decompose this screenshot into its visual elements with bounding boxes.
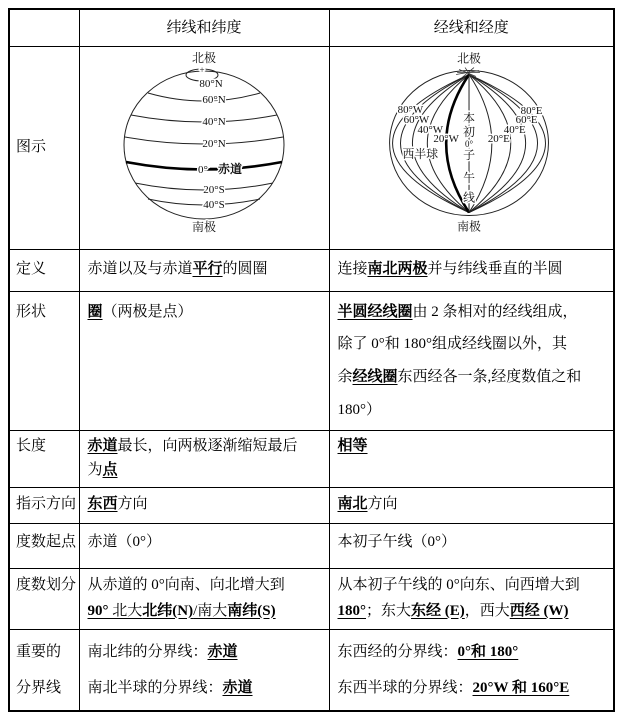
prime-meridian-char: 午 (462, 170, 475, 185)
comparison-table (8, 8, 615, 712)
row-length (9, 431, 614, 487)
row-shape (9, 291, 614, 431)
direction-longitude-cell: 南北方向 (329, 487, 614, 523)
text-line: 南北纬的分界线：赤道 (87, 643, 238, 660)
degree-division-longitude-cell (329, 568, 614, 629)
prime-meridian-char: 初 (462, 124, 475, 139)
prime-meridian-degree: 0° (464, 138, 473, 149)
latitude-diagram-cell (79, 46, 329, 249)
label-60n: 60°N (202, 93, 226, 106)
label-80e: 80°E (520, 104, 543, 117)
text-line: 从赤道的 0°向南、向北增大到 (87, 576, 285, 593)
row-label-definition: 定义 (9, 249, 79, 291)
label-80n: 80°N (199, 77, 223, 90)
table-header-row (9, 9, 614, 46)
text-line: 赤道最长，向两极逐渐缩短最后 (87, 438, 298, 455)
header-longitude: 经线和经度 (329, 9, 614, 46)
label-60e: 60°E (515, 113, 538, 126)
text-line: 从本初子午线的 0°向东、向西增大到 (337, 576, 580, 593)
text-line: 余经线圈东西经各一条,经度数值之和 (337, 368, 582, 385)
row-degree-origin (9, 523, 614, 568)
row-label-boundary-lines: 重要的分界线 (9, 629, 79, 711)
label-40s: 40°S (203, 198, 225, 211)
text-line: 半圆经线圈由 2 条相对的经线组成， (337, 303, 578, 320)
text-line: 180°） (337, 401, 381, 418)
equator-name-label: 赤道 (217, 161, 243, 176)
label-40n: 40°N (202, 115, 226, 128)
header-blank-cell (9, 9, 79, 46)
row-label-length: 长度 (9, 431, 79, 487)
direction-latitude-cell: 东西方向 (79, 487, 329, 523)
north-pole-label: 北极 (191, 50, 217, 65)
label-equator-degree: 0° (198, 163, 208, 176)
row-label-degree-origin: 度数起点 (9, 523, 79, 568)
length-latitude-cell (79, 431, 329, 487)
pole-plus-mark: + (199, 64, 205, 75)
text-line: 180°；东大东经 (E)，西大西经 (W) (337, 602, 569, 619)
prime-meridian-char: 本 (462, 110, 475, 125)
row-label-degree-division: 度数划分 (9, 568, 79, 629)
degree-division-latitude-cell (79, 568, 329, 629)
row-boundary-lines (9, 629, 614, 711)
label-60w: 60°W (403, 113, 429, 126)
label-40w: 40°W (417, 123, 443, 136)
west-hemisphere-label: 西半球 (402, 146, 438, 161)
longitude-diagram-cell (329, 46, 614, 249)
text-line: 东西半球的分界线：20°W 和 160°E (337, 679, 570, 696)
length-longitude-cell (329, 431, 614, 487)
shape-latitude-cell (79, 291, 329, 431)
text-line: 相等 (337, 438, 368, 455)
text-line: 90° 北大北纬(N)/南大南纬(S) (87, 602, 276, 619)
label-80w: 80°W (397, 103, 423, 116)
definition-longitude-cell: 连接南北两极并与纬线垂直的半圆 (329, 249, 614, 291)
prime-meridian-char: 子 (462, 147, 475, 162)
row-diagram (9, 46, 614, 249)
row-direction (9, 487, 614, 523)
label-40e: 40°E (503, 123, 526, 136)
row-degree-division (9, 568, 614, 629)
text-line: 南北半球的分界线：赤道 (87, 679, 253, 696)
boundary-longitude-cell (329, 629, 614, 711)
north-pole-label: 北极 (456, 51, 481, 66)
latitude-globe-diagram (81, 50, 327, 246)
row-definition (9, 249, 614, 291)
prime-meridian-vertical-label (463, 111, 475, 204)
longitude-globe-diagram (330, 50, 615, 246)
south-pole-label: 南极 (191, 219, 217, 234)
text-line: 除了 0°和 180°组成经线圈以外，其 (337, 336, 567, 353)
text-line: 圈（两极是点） (87, 303, 193, 320)
shape-longitude-cell (329, 291, 614, 431)
row-label-diagram: 图示 (9, 46, 79, 249)
header-latitude: 纬线和纬度 (79, 9, 329, 46)
prime-meridian-char: 线 (462, 190, 475, 205)
label-20n: 20°N (202, 137, 226, 150)
degree-origin-longitude-cell: 本初子午线（0°） (329, 523, 614, 568)
label-20e: 20°E (487, 132, 510, 145)
degree-origin-latitude-cell: 赤道（0°） (79, 523, 329, 568)
text-line: 东西经的分界线：0°和 180° (337, 643, 519, 660)
row-label-shape: 形状 (9, 291, 79, 431)
south-pole-label: 南极 (456, 218, 481, 233)
label-20s: 20°S (203, 183, 225, 196)
definition-latitude-cell: 赤道以及与赤道平行的圆圈 (79, 249, 329, 291)
row-label-direction: 指示方向 (9, 487, 79, 523)
boundary-latitude-cell (79, 629, 329, 711)
label-20w: 20°W (432, 132, 459, 145)
text-line: 为点 (87, 461, 118, 478)
